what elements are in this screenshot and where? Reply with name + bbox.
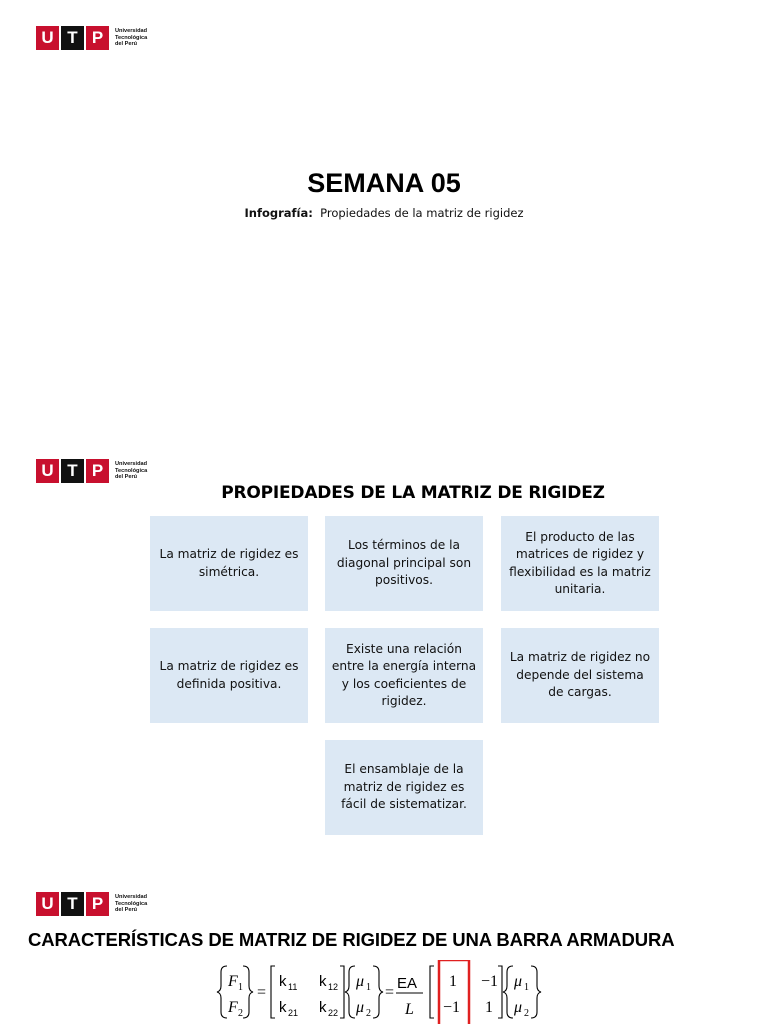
svg-text:2: 2 [366, 1008, 371, 1019]
utp-logo [36, 26, 147, 50]
section-title: CARACTERÍSTICAS DE MATRIZ DE RIGIDEZ DE UNA BARRA ARMADURA [28, 929, 675, 950]
logo-letter-t: T [61, 892, 84, 916]
utp-logo [36, 459, 147, 483]
f1-subscript: 1 [238, 982, 243, 993]
logo-letter-t: T [61, 459, 84, 483]
m11: 1 [449, 973, 457, 990]
m22: 1 [485, 999, 493, 1016]
property-card: La matriz de rigidez es definida positiva. [150, 628, 308, 723]
page-title: SEMANA 05 [307, 168, 461, 198]
svg-text:1: 1 [524, 982, 529, 993]
logo-letter-t: T [61, 26, 84, 50]
right-brace [243, 966, 253, 1018]
svg-text:μ: μ [514, 999, 523, 1016]
logo-letter-p: P [86, 26, 109, 50]
svg-text:22: 22 [328, 1008, 339, 1018]
logo-letter-p: P [86, 892, 109, 916]
property-card: Los términos de la diagonal principal son positivos. [325, 516, 483, 611]
m21: −1 [443, 999, 461, 1016]
k21: k [279, 999, 287, 1016]
logo-university-name: Universidad Tecnológica del Perú [115, 894, 148, 914]
section-title: PROPIEDADES DE LA MATRIZ DE RIGIDEZ [221, 483, 605, 503]
svg-text:12: 12 [328, 982, 339, 992]
property-card: El ensamblaje de la matriz de rigidez es fácil de sistematizar. [325, 740, 483, 835]
subtitle-label: Infografía: [244, 206, 313, 220]
subtitle-text: Propiedades de la matriz de rigidez [320, 206, 524, 220]
svg-text:2: 2 [524, 1008, 529, 1019]
f1-symbol: F [228, 973, 238, 990]
mu1-symbol: μ [356, 973, 365, 990]
f2-symbol: F [228, 999, 238, 1016]
page-subtitle [0, 206, 768, 220]
m12: −1 [481, 973, 499, 990]
svg-text:21: 21 [288, 1008, 299, 1018]
equals-sign: = [385, 984, 395, 1001]
k12: k [319, 973, 327, 990]
logo-university-name: Universidad Tecnológica del Perú [115, 28, 148, 48]
property-card: La matriz de rigidez es simétrica. [150, 516, 308, 611]
f2-subscript: 2 [238, 1008, 243, 1019]
logo-letter-u: U [36, 459, 59, 483]
l-denominator: L [405, 1001, 414, 1018]
property-card: Existe una relación entre la energía interna y los coeficientes de rigidez. [325, 628, 483, 723]
ea-numerator: EA [397, 975, 418, 992]
property-card: El producto de las matrices de rigidez y flexibilidad es la matriz unitaria. [501, 516, 659, 611]
k22: k [319, 999, 327, 1016]
k-bracket-right [340, 966, 344, 1018]
logo-letter-p: P [86, 459, 109, 483]
logo-letter-u: U [36, 26, 59, 50]
property-card: La matriz de rigidez no depende del sistema de cargas. [501, 628, 659, 723]
utp-logo [36, 892, 147, 916]
equals-sign: = [257, 984, 267, 1001]
logo-university-name: Universidad Tecnológica del Perú [115, 461, 148, 481]
logo-letter-u: U [36, 892, 59, 916]
svg-text:μ: μ [514, 973, 523, 990]
k11: k [279, 973, 287, 990]
left-brace [217, 966, 227, 1018]
k-bracket-left [271, 966, 275, 1018]
svg-text:1: 1 [366, 982, 371, 993]
svg-text:11: 11 [288, 982, 298, 992]
mu2-symbol: μ [356, 999, 365, 1016]
stiffness-equation [213, 960, 553, 1024]
